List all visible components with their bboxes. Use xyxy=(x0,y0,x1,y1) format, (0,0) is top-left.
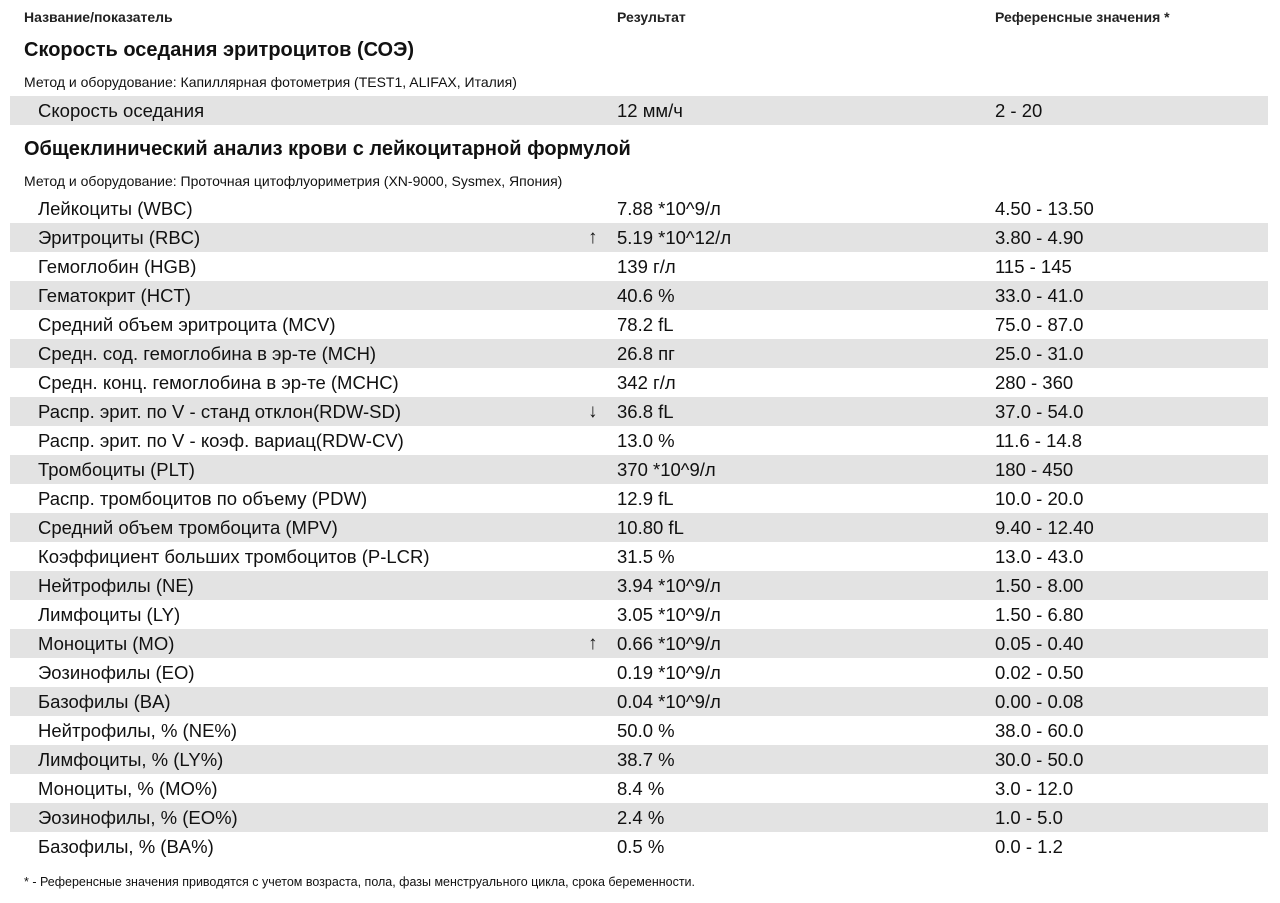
result-value: 50.0 % xyxy=(617,720,675,741)
test-name: Распр. эрит. по V - коэф. вариац(RDW-CV) xyxy=(38,430,404,451)
flag-arrow-icon: ↑ xyxy=(588,633,598,654)
column-header-reference: Референсные значения * xyxy=(995,9,1170,25)
reference-range: 2 - 20 xyxy=(995,100,1043,121)
test-name: Лимфоциты, % (LY%) xyxy=(38,749,224,770)
result-row xyxy=(10,281,1268,310)
result-value: 0.19 *10^9/л xyxy=(617,662,721,683)
test-name: Эозинофилы (EO) xyxy=(38,662,195,683)
reference-range: 0.02 - 0.50 xyxy=(995,662,1084,683)
result-row xyxy=(10,658,1268,687)
reference-range: 33.0 - 41.0 xyxy=(995,285,1084,306)
result-row xyxy=(10,600,1268,629)
reference-range: 3.0 - 12.0 xyxy=(995,778,1074,799)
result-value: 0.5 % xyxy=(617,836,665,857)
method-line-esr: Метод и оборудование: Капиллярная фотометрия (TEST1, ALIFAX, Италия) xyxy=(24,74,517,90)
result-value: 5.19 *10^12/л xyxy=(617,227,732,248)
test-name: Нейтрофилы (NE) xyxy=(38,575,194,596)
test-name: Эозинофилы, % (EO%) xyxy=(38,807,238,828)
result-row xyxy=(10,484,1268,513)
result-row xyxy=(10,716,1268,745)
reference-range: 0.00 - 0.08 xyxy=(995,691,1084,712)
section-title-esr: Скорость оседания эритроцитов (СОЭ) xyxy=(24,39,414,61)
result-value: 78.2 fL xyxy=(617,314,674,335)
test-name: Тромбоциты (PLT) xyxy=(38,459,195,480)
result-value: 10.80 fL xyxy=(617,517,684,538)
result-row xyxy=(10,687,1268,716)
reference-range: 1.50 - 8.00 xyxy=(995,575,1084,596)
reference-range: 9.40 - 12.40 xyxy=(995,517,1094,538)
result-value: 0.66 *10^9/л xyxy=(617,633,721,654)
result-row xyxy=(10,310,1268,339)
result-row xyxy=(10,194,1268,223)
method-line-cbc: Метод и оборудование: Проточная цитофлуориметрия (XN-9000, Sysmex, Япония) xyxy=(24,173,563,189)
test-name: Коэффициент больших тромбоцитов (P-LCR) xyxy=(38,546,430,567)
result-row xyxy=(10,339,1268,368)
test-name: Гематокрит (HCT) xyxy=(38,285,191,306)
reference-footnote: * - Референсные значения приводятся с учетом возраста, пола, фазы менструального цикла, срока беременности. xyxy=(24,875,696,889)
reference-range: 115 - 145 xyxy=(995,256,1072,277)
result-value: 342 г/л xyxy=(617,372,676,393)
result-row xyxy=(10,252,1268,281)
result-row xyxy=(10,571,1268,600)
test-name: Гемоглобин (HGB) xyxy=(38,256,197,277)
result-value: 139 г/л xyxy=(617,256,676,277)
reference-range: 25.0 - 31.0 xyxy=(995,343,1084,364)
reference-range: 37.0 - 54.0 xyxy=(995,401,1084,422)
reference-range: 4.50 - 13.50 xyxy=(995,198,1094,219)
result-value: 13.0 % xyxy=(617,430,675,451)
column-header-result: Результат xyxy=(617,9,686,25)
result-row xyxy=(10,397,1268,426)
test-name: Распр. тромбоцитов по объему (PDW) xyxy=(38,488,368,509)
reference-range: 280 - 360 xyxy=(995,372,1074,393)
reference-range: 1.0 - 5.0 xyxy=(995,807,1063,828)
result-value: 3.94 *10^9/л xyxy=(617,575,721,596)
reference-range: 75.0 - 87.0 xyxy=(995,314,1084,335)
result-value: 38.7 % xyxy=(617,749,675,770)
result-value: 40.6 % xyxy=(617,285,675,306)
result-value: 0.04 *10^9/л xyxy=(617,691,721,712)
result-row xyxy=(10,368,1268,397)
result-value: 2.4 % xyxy=(617,807,665,828)
result-row xyxy=(10,803,1268,832)
reference-range: 11.6 - 14.8 xyxy=(995,430,1083,451)
result-row xyxy=(10,629,1268,658)
result-value: 26.8 пг xyxy=(617,343,675,364)
reference-range: 180 - 450 xyxy=(995,459,1074,480)
test-name: Моноциты (MO) xyxy=(38,633,175,654)
result-value: 7.88 *10^9/л xyxy=(617,198,721,219)
reference-range: 0.0 - 1.2 xyxy=(995,836,1063,857)
result-value: 3.05 *10^9/л xyxy=(617,604,721,625)
reference-range: 30.0 - 50.0 xyxy=(995,749,1084,770)
reference-range: 3.80 - 4.90 xyxy=(995,227,1084,248)
reference-range: 38.0 - 60.0 xyxy=(995,720,1084,741)
result-row xyxy=(10,542,1268,571)
reference-range: 0.05 - 0.40 xyxy=(995,633,1084,654)
result-value: 12 мм/ч xyxy=(617,100,683,121)
result-value: 12.9 fL xyxy=(617,488,674,509)
column-header-name: Название/показатель xyxy=(24,9,173,25)
test-name: Скорость оседания xyxy=(38,100,205,121)
test-name: Средн. сод. гемоглобина в эр-те (MCH) xyxy=(38,343,377,364)
flag-arrow-icon: ↑ xyxy=(588,227,598,248)
cbc-results-table xyxy=(10,194,1268,861)
result-row xyxy=(10,223,1268,252)
test-name: Базофилы, % (BA%) xyxy=(38,836,214,857)
result-row xyxy=(10,832,1268,861)
test-name: Средн. конц. гемоглобина в эр-те (MCHC) xyxy=(38,372,399,393)
result-row xyxy=(10,774,1268,803)
test-name: Лимфоциты (LY) xyxy=(38,604,181,625)
test-name: Лейкоциты (WBC) xyxy=(38,198,193,219)
result-row xyxy=(10,426,1268,455)
result-row xyxy=(10,455,1268,484)
test-name: Распр. эрит. по V - станд отклон(RDW-SD) xyxy=(38,401,401,422)
reference-range: 1.50 - 6.80 xyxy=(995,604,1084,625)
result-value: 36.8 fL xyxy=(617,401,674,422)
test-name: Базофилы (BA) xyxy=(38,691,171,712)
test-name: Средний объем тромбоцита (MPV) xyxy=(38,517,338,538)
test-name: Эритроциты (RBC) xyxy=(38,227,201,248)
flag-arrow-icon: ↓ xyxy=(588,401,598,422)
esr-results-table xyxy=(10,96,1268,125)
test-name: Моноциты, % (MO%) xyxy=(38,778,218,799)
result-row xyxy=(10,513,1268,542)
result-row xyxy=(10,745,1268,774)
result-value: 8.4 % xyxy=(617,778,665,799)
reference-range: 10.0 - 20.0 xyxy=(995,488,1084,509)
result-value: 31.5 % xyxy=(617,546,675,567)
test-name: Средний объем эритроцита (MCV) xyxy=(38,314,336,335)
section-title-cbc: Общеклинический анализ крови с лейкоцитарной формулой xyxy=(24,138,631,160)
test-name: Нейтрофилы, % (NE%) xyxy=(38,720,238,741)
result-row xyxy=(10,96,1268,125)
reference-range: 13.0 - 43.0 xyxy=(995,546,1084,567)
result-value: 370 *10^9/л xyxy=(617,459,716,480)
